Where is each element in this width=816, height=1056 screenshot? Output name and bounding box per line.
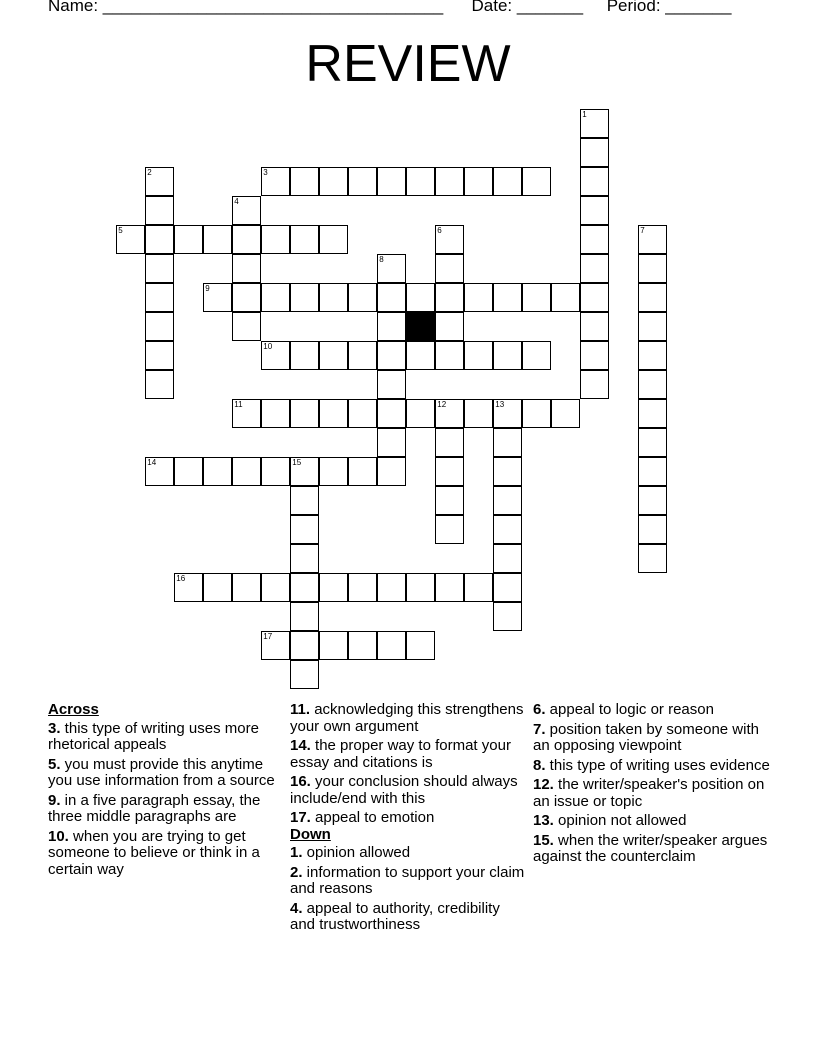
grid-cell[interactable]	[377, 573, 406, 602]
grid-cell[interactable]	[145, 167, 174, 196]
grid-cell[interactable]	[145, 312, 174, 341]
grid-cell[interactable]	[638, 399, 667, 428]
clue-number: 12	[437, 400, 447, 410]
grid-cell[interactable]	[377, 370, 406, 399]
grid-cell[interactable]	[638, 225, 667, 254]
grid-cell[interactable]	[290, 167, 319, 196]
grid-cell[interactable]	[493, 573, 522, 602]
grid-cell[interactable]	[145, 457, 174, 486]
clue-number: 1	[582, 110, 587, 120]
grid-cell[interactable]	[580, 254, 609, 283]
grid-cell[interactable]	[435, 254, 464, 283]
name-field-label: Name: ____________________________________	[48, 0, 444, 15]
grid-cell[interactable]	[580, 370, 609, 399]
clue-across-10: 10. when you are trying to get someone to believe or think in a certain way	[48, 827, 260, 878]
clue-across-17: 17. appeal to emotion	[290, 809, 435, 826]
grid-cell[interactable]	[348, 457, 377, 486]
grid-cell[interactable]	[319, 167, 348, 196]
grid-cell[interactable]	[319, 341, 348, 370]
grid-cell[interactable]	[493, 544, 522, 573]
clue-number: 17	[263, 632, 273, 642]
grid-cell[interactable]	[406, 341, 435, 370]
grid-cell[interactable]	[493, 486, 522, 515]
grid-cell[interactable]	[261, 283, 290, 312]
grid-cell[interactable]	[145, 196, 174, 225]
clues-column-1	[48, 702, 280, 881]
grid-cell[interactable]	[406, 167, 435, 196]
grid-cell[interactable]	[522, 283, 551, 312]
clue-down-8: 8. this type of writing uses evidence	[533, 756, 770, 774]
grid-cell[interactable]	[638, 515, 667, 544]
grid-cell[interactable]	[493, 341, 522, 370]
grid-cell[interactable]	[290, 225, 319, 254]
grid-cell[interactable]	[145, 341, 174, 370]
grid-cell[interactable]	[435, 225, 464, 254]
grid-cell[interactable]	[290, 457, 319, 486]
grid-cell[interactable]	[261, 573, 290, 602]
grid-cell[interactable]	[551, 283, 580, 312]
grid-cell[interactable]	[522, 399, 551, 428]
clue-across-14: 14. the proper way to format your essay and citations is	[290, 737, 511, 771]
grid-cell[interactable]	[435, 167, 464, 196]
grid-cell[interactable]	[319, 457, 348, 486]
grid-cell[interactable]	[319, 573, 348, 602]
grid-cell[interactable]	[232, 225, 261, 254]
clue-down-2: 2. information to support your claim and reasons	[290, 863, 525, 897]
clue-across-5: 5. you must provide this anytime you use information from a source	[48, 755, 275, 789]
grid-cell[interactable]	[116, 225, 145, 254]
grid-cell[interactable]	[174, 457, 203, 486]
grid-cell[interactable]	[580, 312, 609, 341]
grid-cell[interactable]	[464, 341, 493, 370]
grid-cell[interactable]	[551, 399, 580, 428]
worksheet-header	[48, 0, 731, 16]
grid-cell[interactable]	[406, 399, 435, 428]
grid-cell[interactable]	[435, 399, 464, 428]
grid-cell[interactable]	[638, 341, 667, 370]
grid-cell[interactable]	[261, 457, 290, 486]
grid-cell[interactable]	[261, 341, 290, 370]
grid-cell[interactable]	[638, 312, 667, 341]
grid-cell[interactable]	[638, 254, 667, 283]
clue-across-16: 16. your conclusion should always include/end with this	[290, 773, 518, 807]
grid-cell[interactable]	[232, 573, 261, 602]
clue-number: 14	[147, 458, 157, 468]
grid-cell[interactable]	[290, 283, 319, 312]
grid-cell[interactable]	[580, 167, 609, 196]
grid-cell[interactable]	[638, 428, 667, 457]
grid-cell[interactable]	[348, 341, 377, 370]
grid-cell[interactable]	[261, 225, 290, 254]
grid-cell[interactable]	[261, 399, 290, 428]
grid-cell[interactable]	[145, 370, 174, 399]
grid-cell[interactable]	[580, 196, 609, 225]
grid-cell[interactable]	[145, 254, 174, 283]
clue-number: 10	[263, 342, 273, 352]
grid-cell[interactable]	[435, 457, 464, 486]
grid-cell[interactable]	[493, 283, 522, 312]
clue-number: 5	[118, 226, 123, 236]
clue-number: 13	[495, 400, 505, 410]
grid-cell[interactable]	[464, 573, 493, 602]
clue-number: 15	[292, 458, 302, 468]
grid-cell[interactable]	[638, 544, 667, 573]
grid-cell[interactable]	[232, 283, 261, 312]
grid-cell[interactable]	[435, 573, 464, 602]
clue-down-15: 15. when the writer/speaker argues against the counterclaim	[533, 831, 768, 865]
grid-cell[interactable]	[435, 312, 464, 341]
grid-cell[interactable]	[493, 602, 522, 631]
clues-column-2	[290, 702, 525, 937]
grid-cell[interactable]	[435, 341, 464, 370]
clues-column-3	[533, 702, 773, 869]
grid-cell[interactable]	[435, 515, 464, 544]
grid-cell[interactable]	[580, 109, 609, 138]
grid-cell[interactable]	[580, 283, 609, 312]
grid-cell[interactable]	[580, 138, 609, 167]
grid-cell[interactable]	[348, 399, 377, 428]
grid-cell[interactable]	[290, 515, 319, 544]
grid-cell[interactable]	[232, 196, 261, 225]
grid-cell[interactable]	[261, 167, 290, 196]
grid-cell[interactable]	[435, 428, 464, 457]
grid-cell[interactable]	[377, 341, 406, 370]
grid-cell[interactable]	[435, 486, 464, 515]
grid-cell[interactable]	[290, 341, 319, 370]
grid-cell[interactable]	[203, 457, 232, 486]
clue-across-9: 9. in a five paragraph essay, the three middle paragraphs are	[48, 791, 261, 825]
clue-across-3: 3. this type of writing uses more rhetorical appeals	[48, 719, 259, 753]
clue-number: 7	[640, 226, 645, 236]
grid-cell[interactable]	[406, 283, 435, 312]
grid-cell[interactable]	[232, 457, 261, 486]
clue-number: 6	[437, 226, 442, 236]
clue-number: 4	[234, 197, 239, 207]
grid-cell[interactable]	[638, 283, 667, 312]
grid-cell[interactable]	[174, 225, 203, 254]
grid-cell[interactable]	[464, 283, 493, 312]
grid-cell[interactable]	[319, 283, 348, 312]
grid-cell[interactable]	[377, 312, 406, 341]
clue-number: 8	[379, 255, 384, 265]
page-title: REVIEW	[305, 35, 511, 93]
grid-cell[interactable]	[493, 428, 522, 457]
clue-down-13: 13. opinion not allowed	[533, 812, 687, 829]
grid-cell[interactable]	[290, 602, 319, 631]
grid-cell[interactable]	[377, 631, 406, 660]
grid-cell[interactable]	[493, 167, 522, 196]
clue-number: 2	[147, 168, 152, 178]
grid-cell[interactable]	[348, 283, 377, 312]
grid-cell[interactable]	[638, 370, 667, 399]
grid-cell[interactable]	[319, 225, 348, 254]
grid-cell[interactable]	[638, 457, 667, 486]
grid-cell[interactable]	[377, 428, 406, 457]
grid-cell[interactable]	[145, 283, 174, 312]
grid-cell[interactable]	[348, 631, 377, 660]
grid-cell[interactable]	[319, 631, 348, 660]
grid-cell[interactable]	[377, 399, 406, 428]
grid-cell[interactable]	[290, 486, 319, 515]
grid-cell[interactable]	[145, 225, 174, 254]
grid-cell[interactable]	[232, 312, 261, 341]
grid-cell[interactable]	[522, 341, 551, 370]
grid-cell[interactable]	[580, 341, 609, 370]
grid-cell[interactable]	[406, 631, 435, 660]
period-field-label: Period: _______	[606, 0, 732, 15]
clue-down-4: 4. appeal to authority, credibility and trustworthiness	[290, 899, 500, 933]
clue-down-12: 12. the writer/speaker's position on an issue or topic	[533, 776, 765, 810]
down-heading: Down	[290, 825, 331, 843]
grid-cell[interactable]	[638, 486, 667, 515]
clue-down-7: 7. position taken by someone with an opposing viewpoint	[533, 720, 759, 754]
grid-cell[interactable]	[290, 660, 319, 689]
grid-cell[interactable]	[377, 254, 406, 283]
grid-cell[interactable]	[174, 573, 203, 602]
grid-cell[interactable]	[377, 283, 406, 312]
grid-cell[interactable]	[203, 225, 232, 254]
black-cell	[406, 312, 435, 341]
clue-down-1: 1. opinion allowed	[290, 844, 411, 861]
clue-across-11: 11. acknowledging this strengthens your own argument	[290, 701, 524, 735]
grid-cell[interactable]	[348, 573, 377, 602]
grid-cell[interactable]	[232, 399, 261, 428]
grid-cell[interactable]	[493, 515, 522, 544]
grid-cell[interactable]	[290, 573, 319, 602]
grid-cell[interactable]	[406, 573, 435, 602]
across-heading: Across	[48, 701, 99, 718]
grid-cell[interactable]	[203, 573, 232, 602]
grid-cell[interactable]	[377, 167, 406, 196]
grid-cell[interactable]	[290, 544, 319, 573]
grid-cell[interactable]	[319, 399, 348, 428]
grid-cell[interactable]	[290, 631, 319, 660]
grid-cell[interactable]	[580, 225, 609, 254]
clue-number: 11	[234, 400, 243, 410]
grid-cell[interactable]	[493, 399, 522, 428]
grid-cell[interactable]	[290, 399, 319, 428]
grid-cell[interactable]	[464, 399, 493, 428]
grid-cell[interactable]	[261, 631, 290, 660]
grid-cell[interactable]	[435, 283, 464, 312]
grid-cell[interactable]	[377, 457, 406, 486]
grid-cell[interactable]	[203, 283, 232, 312]
clue-number: 3	[263, 168, 268, 178]
clue-number: 16	[176, 574, 186, 584]
grid-cell[interactable]	[493, 457, 522, 486]
grid-cell[interactable]	[232, 254, 261, 283]
grid-cell[interactable]	[522, 167, 551, 196]
grid-cell[interactable]	[464, 167, 493, 196]
clue-down-6: 6. appeal to logic or reason	[533, 701, 714, 718]
date-field-label: Date: _______	[471, 0, 584, 15]
clue-number: 9	[205, 284, 210, 294]
grid-cell[interactable]	[348, 167, 377, 196]
